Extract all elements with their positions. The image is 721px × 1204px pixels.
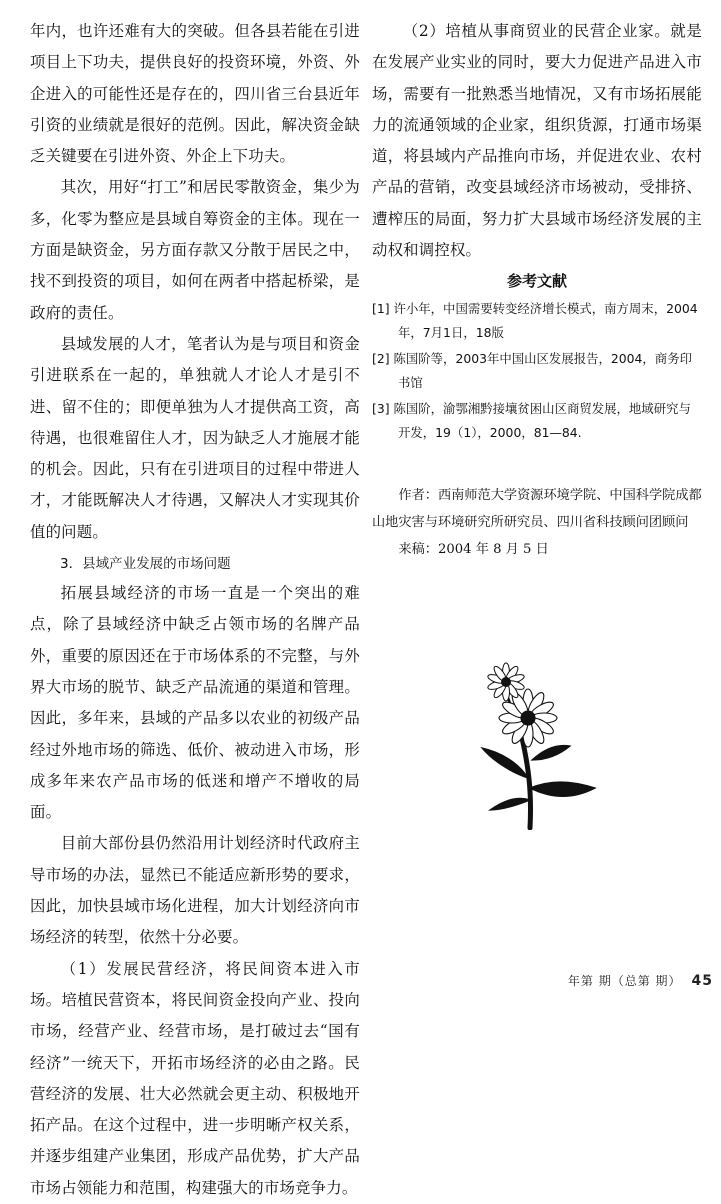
flower-illustration — [470, 660, 615, 830]
right-column — [372, 16, 702, 564]
paragraph: 目前大部份县仍然沿用计划经济时代政府主导市场的办法，显然已不能适应新形势的要求，因此，加快县域市场化进程，加大计划经济向市场经济的转型，依然十分必要。 — [30, 834, 360, 947]
paragraph: 县域发展的人才，笔者认为是与项目和资金引进联系在一起的，单独就人才论人才是引不进、留不住的；即便单独为人才提供高工资，高待遇，也很难留住人才，因为缺乏人才施展才能的机会。因此，只有在引进项目的过程中带进人才，才能既解决人才待遇，又解决人才实现其价值的问题。 — [30, 334, 360, 541]
paragraph: 拓展县域经济的市场一直是一个突出的难点，除了县域经济中缺乏占领市场的名牌产品外，重要的原因还在于市场体系的不完整，与外界大市场的脱节、缺乏产品流通的渠道和管理。因此，多年来，县域的产品多以农业的初级产品经过外地市场的筛选、低价、被动进入市场，形成多年来农产品市场的低迷和增产不增收的局面。 — [30, 584, 360, 822]
reference-item: [2] 陈国阶等，2003年中国山区发展报告，2004，商务印书馆 — [372, 351, 692, 390]
page-footer — [568, 972, 713, 989]
paragraph: 年内，也许还难有大的突破。但各县若能在引进项目上下功夫，提供良好的投资环境，外资、外企进入的可能性还是存在的，四川省三台县近年引资的业绩就是很好的范例。因此，解决资金缺乏关键要在引进外资、外企上下功夫。 — [30, 22, 360, 166]
references-title: 参考文献 — [506, 272, 567, 291]
section-heading: 3．县域产业发展的市场问题 — [60, 556, 231, 573]
page-number: 45 — [691, 973, 713, 989]
left-column — [30, 16, 360, 1204]
paragraph: 其次，用好“打工”和居民零散资金，集少为多，化零为整应是县域自筹资金的主体。现在一方面是缺资金，另方面存款又分散于居民之中，找不到投资的项目，如何在两者中搭起桥梁，是政府的责任。 — [30, 178, 360, 322]
author-info: 作者：西南师范大学资源环境学院、中国科学院成都山地灾害与环境研究所研究员、四川省科技顾问团顾问 — [372, 488, 702, 531]
reference-item: [3] 陈国阶，渝鄂湘黔接壤贫困山区商贸发展，地域研究与开发，19（1），2000，81—84. — [372, 401, 691, 440]
paragraph: （1）发展民营经济，将民间资本进入市场。培植民营资本，将民间资金投向产业、投向市场，经营产业、经营市场，是打破过去“国有经济”一统天下，开拓市场经济的必由之路。民营经济的发展、壮大必然就会更主动、积极地开拓产品。在这个过程中，进一步明晰产权关系，并逐步组建产业集团，形成产品优势，扩大产品市场占领能力和范围，构建强大的市场竞争力。 — [30, 959, 360, 1197]
received-date: 来稿：2004 年 8 月 5 日 — [398, 542, 549, 558]
issue-info: 年第 期（总第 期） — [567, 974, 682, 988]
reference-item: [1] 许小年，中国需要转变经济增长模式，南方周末，2004年，7月1日，18版 — [372, 301, 698, 340]
paragraph: （2）培植从事商贸业的民营企业家。就是在发展产业实业的同时，要大力促进产品进入市场，需要有一批熟悉当地情况，又有市场拓展能力的流通领域的企业家，组织货源，打通市场渠道，将县域内产品推向市场，并促进农业、农村产品的营销，改变县域经济市场被动，受排挤、遭榨压的局面，努力扩大县域市场经济发展的主动权和调控权。 — [372, 22, 702, 260]
